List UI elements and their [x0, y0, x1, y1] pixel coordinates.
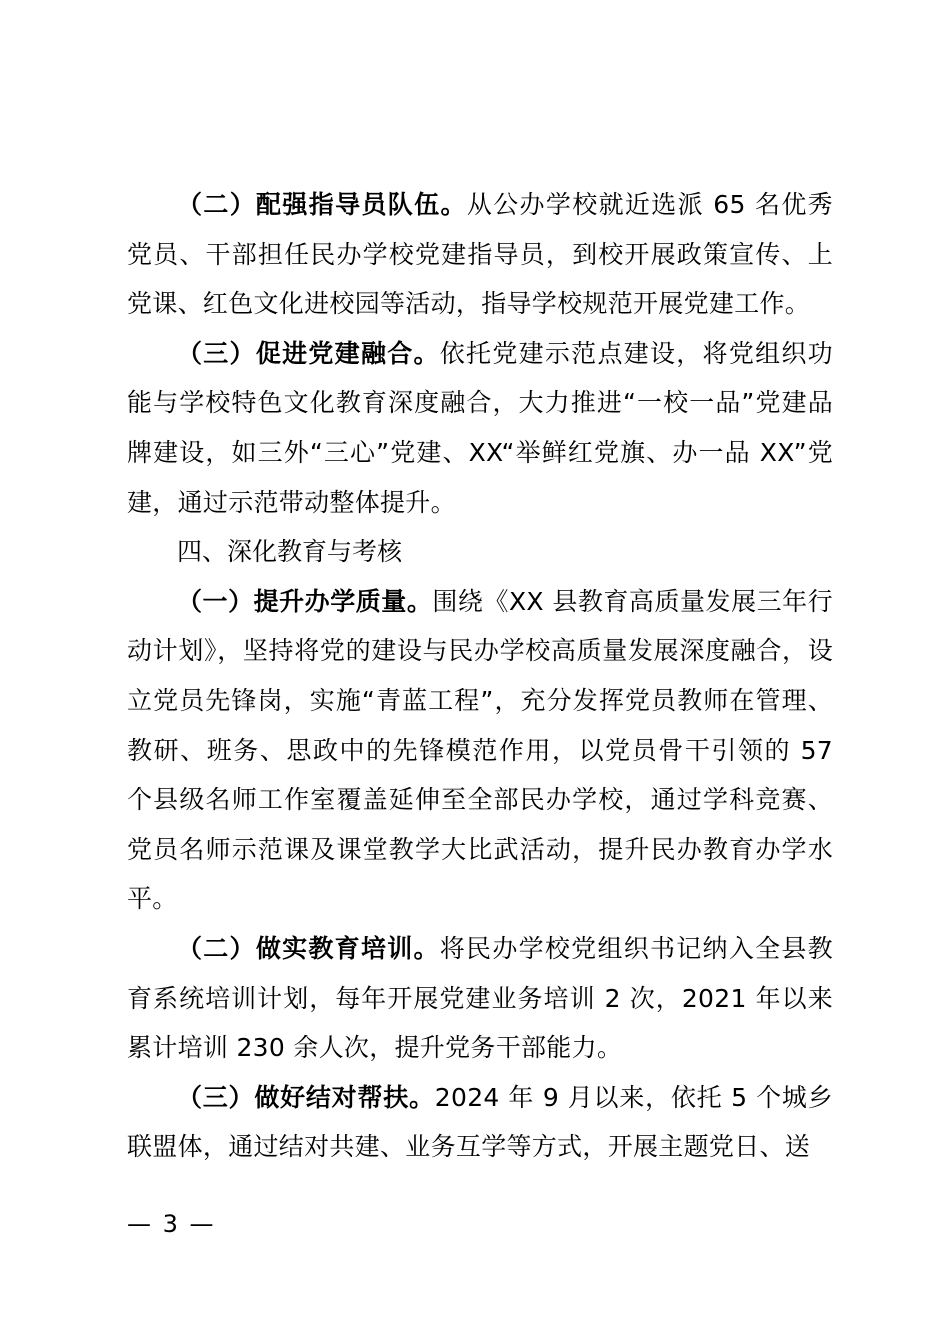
section-heading: 四、深化教育与考核 [177, 537, 403, 567]
paragraph-lead: （三）做好结对帮扶。 [177, 1082, 435, 1112]
paragraph-body: 依托党建示范点建设，将党组织功能与学校特色文化教育深度融合，大力推进“一校一品”党建品牌建设，如三外“三心”党建、XX“举鲜红党旗、办一品 XX”党建，通过示范带动整体提升。 [127, 338, 833, 517]
paragraph-body: 2024 年 9 月以来，依托 5 个城乡联盟体，通过结对共建、业务互学等方式，开展主题党日、送 [127, 1082, 833, 1162]
paragraph-pairing-support [127, 1073, 833, 1172]
paragraph-instructor-team [127, 180, 833, 329]
paragraph-school-quality [127, 577, 833, 924]
document-body [127, 180, 833, 1172]
paragraph-lead: （二）配强指导员队伍。 [177, 190, 467, 219]
paragraph-body: 围绕《XX 县教育高质量发展三年行动计划》，坚持将党的建设与民办学校高质量发展深度融合，设立党员先锋岗，实施“青蓝工程”，充分发挥党员教师在管理、教研、班务、思政中的先锋模范作用，以党员骨干引领的 57 个县级名师工作室覆盖延伸至全部民办学校，通过学科竞赛、党员名师示范课及课堂教学大比武活动，提升民办教育办学水平。 [127, 586, 833, 914]
page-number: — 3 — [127, 1210, 216, 1238]
paragraph-body: 将民办学校党组织书记纳入全县教育系统培训计划，每年开展党建业务培训 2 次，2021 年以来累计培训 230 余人次，提升党务干部能力。 [127, 933, 833, 1063]
paragraph-lead: （三）促进党建融合。 [177, 338, 440, 368]
paragraph-lead: （一）提升办学质量。 [177, 586, 433, 616]
paragraph-party-integration [127, 329, 833, 527]
paragraph-lead: （二）做实教育培训。 [177, 933, 440, 963]
paragraph-training [127, 924, 833, 1073]
paragraph-body: 从公办学校就近选派 65 名优秀党员、干部担任民办学校党建指导员，到校开展政策宣传、上党课、红色文化进校园等活动，指导学校规范开展党建工作。 [127, 190, 833, 319]
